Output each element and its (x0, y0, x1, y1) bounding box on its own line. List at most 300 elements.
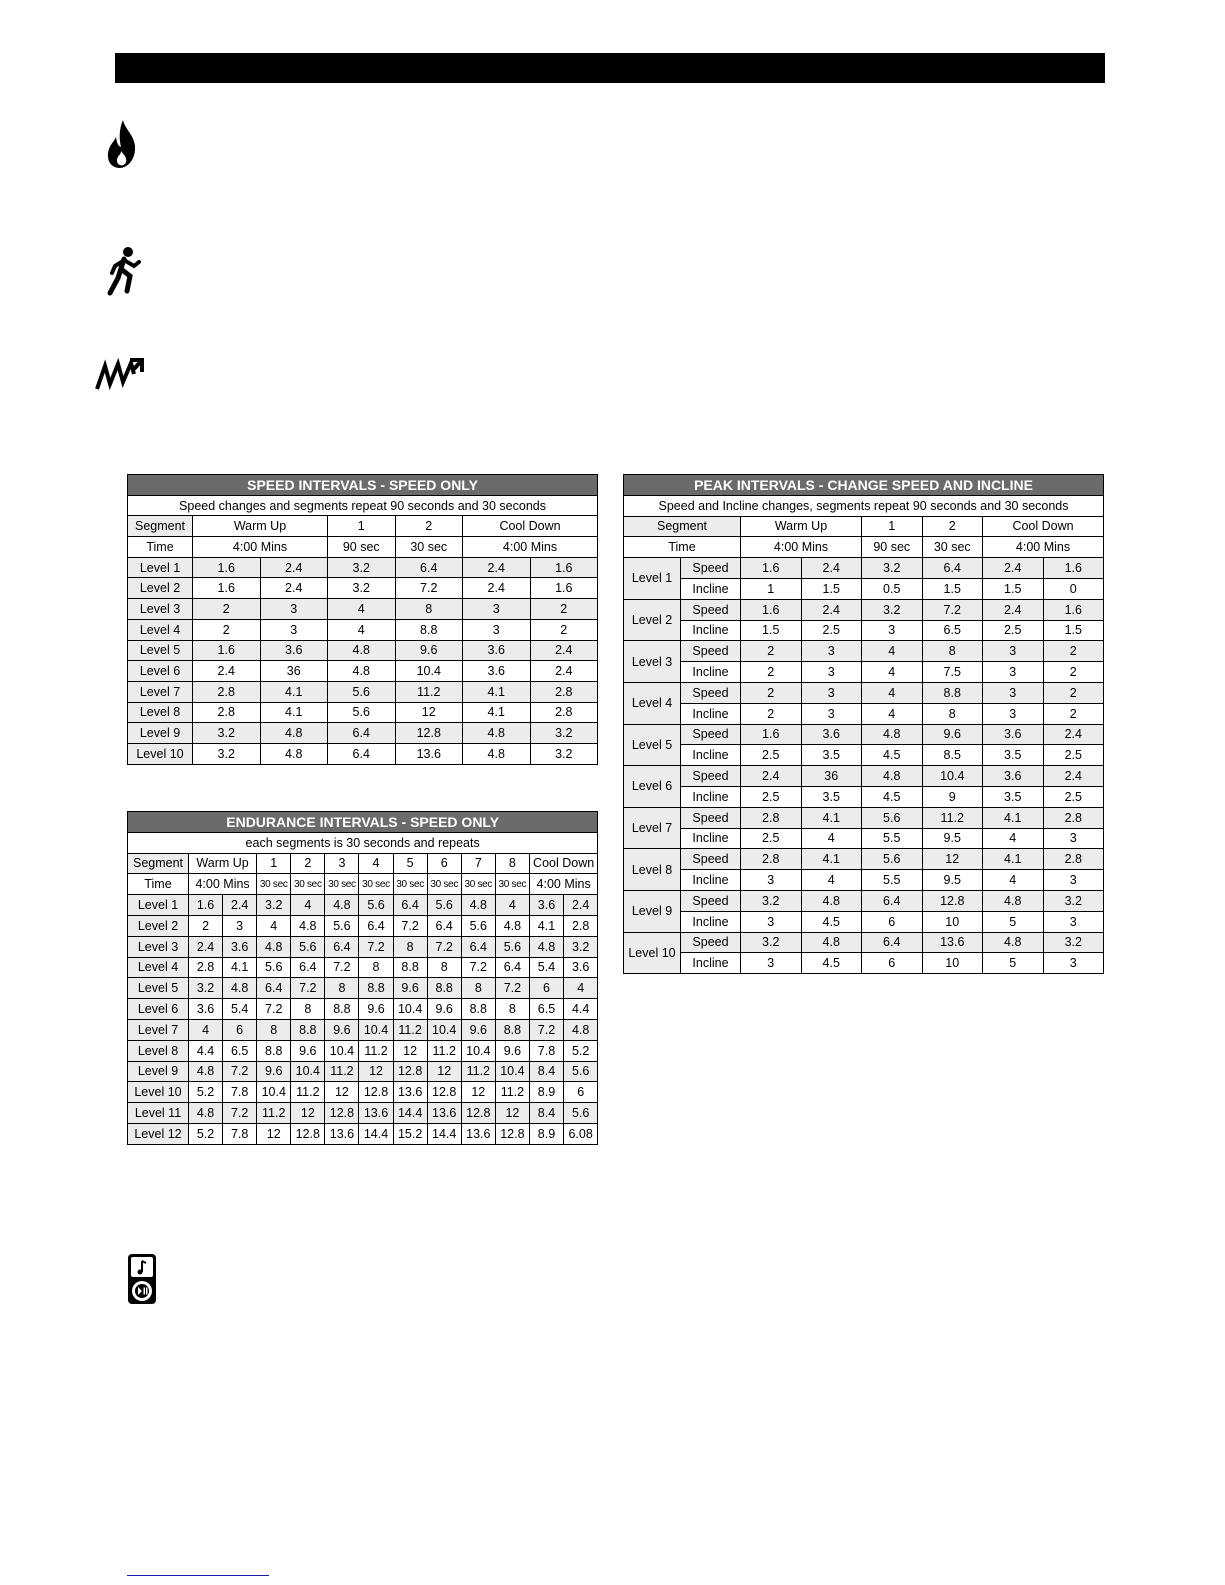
speed-value: 4.1 (260, 702, 328, 723)
incline-value: 0.5 (862, 578, 923, 599)
speed-value: 3.6 (983, 766, 1044, 787)
speed-value: 10.4 (257, 1082, 291, 1103)
subtitle-row (128, 832, 598, 853)
speed-value: 12.8 (922, 890, 983, 911)
incline-value: 3 (1043, 828, 1104, 849)
speed-value: 3.2 (564, 936, 598, 957)
speed-value: 13.6 (395, 743, 463, 764)
speed-value: 3.2 (862, 558, 923, 579)
speed-value: 5.6 (461, 915, 495, 936)
endurance-intervals-table (127, 811, 598, 1145)
level-incline-row (624, 828, 1104, 849)
level-incline-row (624, 911, 1104, 932)
speed-value: 5.2 (189, 1123, 223, 1144)
table-title: SPEED INTERVALS - SPEED ONLY (128, 475, 598, 496)
speed-value: 9.6 (325, 1019, 359, 1040)
speed-value: 1.6 (741, 558, 802, 579)
speed-value: 13.6 (461, 1123, 495, 1144)
speed-value: 3.2 (530, 743, 598, 764)
speed-value: 7.2 (223, 1061, 257, 1082)
speed-value: 3.2 (862, 599, 923, 620)
time-value: 30 sec (359, 874, 393, 895)
speed-value: 6.4 (922, 558, 983, 579)
speed-value: 10.4 (393, 999, 427, 1020)
speed-value: 10.4 (427, 1019, 461, 1040)
time-value: 4:00 Mins (463, 537, 598, 558)
speed-value: 8.8 (291, 1019, 325, 1040)
speed-value: 9.6 (257, 1061, 291, 1082)
speed-value: 1.6 (530, 578, 598, 599)
incline-value: 3.5 (983, 786, 1044, 807)
speed-value: 7.8 (223, 1082, 257, 1103)
incline-value: 3 (801, 703, 862, 724)
speed-value: 5.6 (291, 936, 325, 957)
level-label: Level 6 (128, 999, 189, 1020)
incline-value: 3 (741, 870, 802, 891)
speed-value: 5.6 (325, 915, 359, 936)
level-label: Level 8 (128, 702, 193, 723)
time-value: 30 sec (291, 874, 325, 895)
level-speed-row (624, 641, 1104, 662)
speed-value: 6.4 (257, 978, 291, 999)
time-value: 30 sec (325, 874, 359, 895)
speed-value: 4.8 (189, 1061, 223, 1082)
incline-value: 2.5 (983, 620, 1044, 641)
speed-value: 4.8 (495, 915, 529, 936)
speed-value: 12 (395, 702, 463, 723)
incline-value: 2 (741, 703, 802, 724)
speed-value: 8.8 (461, 999, 495, 1020)
speed-value: 12 (325, 1082, 359, 1103)
incline-value: 6.5 (922, 620, 983, 641)
incline-value: 7.5 (922, 662, 983, 683)
speed-value: 6.5 (223, 1040, 257, 1061)
speed-value: 2 (530, 599, 598, 620)
title-row (128, 812, 598, 833)
speed-value: 13.6 (393, 1082, 427, 1103)
time-value: 4:00 Mins (741, 537, 862, 558)
speed-value: 2.8 (189, 957, 223, 978)
time-value: 30 sec (393, 874, 427, 895)
speed-value: 3.2 (530, 723, 598, 744)
segment-header: 7 (461, 853, 495, 874)
speed-value: 9.6 (495, 1040, 529, 1061)
speed-label: Speed (681, 682, 741, 703)
incline-value: 4 (801, 828, 862, 849)
incline-value: 9 (922, 786, 983, 807)
speed-value: 9.6 (393, 978, 427, 999)
speed-value: 12.8 (359, 1082, 393, 1103)
speed-value: 5.4 (223, 999, 257, 1020)
incline-value: 4.5 (862, 786, 923, 807)
speed-value: 2.4 (193, 661, 261, 682)
incline-value: 2.5 (801, 620, 862, 641)
speed-value: 3.2 (328, 557, 396, 578)
speed-value: 3.6 (564, 957, 598, 978)
speed-value: 2.4 (1043, 724, 1104, 745)
incline-label: Incline (681, 662, 741, 683)
subtitle-row (128, 495, 598, 516)
incline-value: 1.5 (922, 578, 983, 599)
time-value: 4:00 Mins (189, 874, 257, 895)
time-value: 90 sec (862, 537, 923, 558)
incline-value: 3.5 (801, 745, 862, 766)
speed-value: 2.4 (463, 578, 531, 599)
speed-value: 6.4 (328, 743, 396, 764)
speed-value: 4 (189, 1019, 223, 1040)
speed-value: 2.8 (530, 702, 598, 723)
peak-intervals-table (623, 474, 1104, 974)
level-row (128, 895, 598, 916)
speed-value: 3.6 (223, 936, 257, 957)
incline-value: 3 (801, 662, 862, 683)
speed-value: 12 (427, 1061, 461, 1082)
speed-value: 1.6 (530, 557, 598, 578)
speed-value: 4.8 (463, 743, 531, 764)
speed-value: 12 (461, 1082, 495, 1103)
speed-value: 2.8 (193, 681, 261, 702)
speed-value: 12 (393, 1040, 427, 1061)
speed-value: 8.9 (529, 1082, 563, 1103)
speed-value: 4.8 (291, 915, 325, 936)
segment-label: Segment (128, 516, 193, 537)
speed-value: 5.6 (564, 1103, 598, 1124)
level-label: Level 7 (128, 1019, 189, 1040)
speed-value: 1.6 (193, 640, 261, 661)
speed-value: 7.2 (257, 999, 291, 1020)
speed-value: 4.8 (529, 936, 563, 957)
speed-label: Speed (681, 807, 741, 828)
speed-value: 4.8 (189, 1103, 223, 1124)
speed-value: 2.4 (530, 640, 598, 661)
speed-value: 2 (741, 682, 802, 703)
speed-value: 6.5 (529, 999, 563, 1020)
speed-value: 2.8 (193, 702, 261, 723)
incline-value: 2 (741, 662, 802, 683)
speed-value: 4.8 (260, 743, 328, 764)
speed-value: 2.8 (741, 807, 802, 828)
speed-value: 4 (564, 978, 598, 999)
level-incline-row (624, 745, 1104, 766)
speed-value: 2.8 (1043, 849, 1104, 870)
speed-value: 9.6 (427, 999, 461, 1020)
speed-value: 4 (328, 599, 396, 620)
time-value: 30 sec (395, 537, 463, 558)
incline-value: 1 (741, 578, 802, 599)
speed-value: 3.6 (189, 999, 223, 1020)
level-row (128, 661, 598, 682)
table-subtitle: Speed and Incline changes, segments repeat 90 seconds and 30 seconds (624, 495, 1104, 516)
speed-value: 7.2 (359, 936, 393, 957)
speed-value: 11.2 (427, 1040, 461, 1061)
speed-value: 3 (260, 599, 328, 620)
title-row (128, 475, 598, 496)
speed-value: 3.2 (1043, 932, 1104, 953)
speed-value: 12 (495, 1103, 529, 1124)
time-row (624, 537, 1104, 558)
incline-value: 10 (922, 953, 983, 974)
level-label: Level 1 (624, 558, 681, 600)
segment-row (624, 516, 1104, 537)
incline-value: 0 (1043, 578, 1104, 599)
speed-value: 5.6 (359, 895, 393, 916)
speed-value: 7.8 (223, 1123, 257, 1144)
level-incline-row (624, 703, 1104, 724)
incline-value: 6 (862, 953, 923, 974)
incline-value: 2 (1043, 703, 1104, 724)
speed-value: 5.6 (862, 849, 923, 870)
speed-value: 2 (193, 619, 261, 640)
speed-value: 2.4 (983, 599, 1044, 620)
speed-value: 3.6 (260, 640, 328, 661)
speed-value: 8.8 (393, 957, 427, 978)
speed-value: 1.6 (1043, 599, 1104, 620)
incline-value: 4 (983, 828, 1044, 849)
incline-value: 4.5 (862, 745, 923, 766)
speed-value: 2.4 (530, 661, 598, 682)
speed-value: 1.6 (1043, 558, 1104, 579)
level-speed-row (624, 599, 1104, 620)
speed-value: 8.4 (529, 1061, 563, 1082)
speed-value: 2.8 (564, 915, 598, 936)
level-row (128, 681, 598, 702)
time-value: 90 sec (328, 537, 396, 558)
level-label: Level 6 (624, 766, 681, 808)
speed-value: 4.1 (529, 915, 563, 936)
speed-value: 7.2 (529, 1019, 563, 1040)
level-label: Level 3 (624, 641, 681, 683)
level-row (128, 915, 598, 936)
speed-value: 13.6 (359, 1103, 393, 1124)
speed-value: 13.6 (922, 932, 983, 953)
speed-value: 8.8 (495, 1019, 529, 1040)
level-label: Level 5 (624, 724, 681, 766)
speed-value: 2.4 (564, 895, 598, 916)
level-speed-row (624, 849, 1104, 870)
level-row (128, 1103, 598, 1124)
incline-value: 8 (922, 703, 983, 724)
segment-header: 2 (291, 853, 325, 874)
time-label: Time (128, 874, 189, 895)
incline-value: 3 (1043, 953, 1104, 974)
speed-value: 8 (393, 936, 427, 957)
time-label: Time (624, 537, 741, 558)
subtitle-row (624, 495, 1104, 516)
incline-value: 5 (983, 911, 1044, 932)
speed-value: 2.4 (801, 558, 862, 579)
speed-value: 8 (495, 999, 529, 1020)
speed-value: 3 (463, 619, 531, 640)
speed-value: 5.6 (427, 895, 461, 916)
speed-value: 8.4 (529, 1103, 563, 1124)
level-label: Level 5 (128, 640, 193, 661)
incline-value: 9.5 (922, 828, 983, 849)
speed-value: 3.6 (983, 724, 1044, 745)
speed-value: 8 (257, 1019, 291, 1040)
level-incline-row (624, 953, 1104, 974)
incline-value: 8.5 (922, 745, 983, 766)
level-row (128, 743, 598, 764)
speed-label: Speed (681, 641, 741, 662)
speed-value: 7.2 (325, 957, 359, 978)
segment-header: Warm Up (189, 853, 257, 874)
incline-label: Incline (681, 578, 741, 599)
incline-label: Incline (681, 703, 741, 724)
speed-value: 5.6 (328, 681, 396, 702)
speed-value: 5.2 (189, 1082, 223, 1103)
incline-value: 3 (1043, 911, 1104, 932)
level-label: Level 9 (128, 1061, 189, 1082)
segment-header: 1 (257, 853, 291, 874)
level-speed-row (624, 932, 1104, 953)
level-label: Level 8 (624, 849, 681, 891)
speed-value: 3.6 (463, 640, 531, 661)
speed-value: 10.4 (325, 1040, 359, 1061)
speed-value: 4.8 (328, 661, 396, 682)
speed-value: 4.1 (463, 681, 531, 702)
speed-value: 4.8 (260, 723, 328, 744)
speed-value: 11.2 (257, 1103, 291, 1124)
level-row (128, 1040, 598, 1061)
segment-header: 6 (427, 853, 461, 874)
level-row (128, 936, 598, 957)
speed-value: 6.4 (328, 723, 396, 744)
speed-value: 6 (564, 1082, 598, 1103)
level-label: Level 4 (128, 619, 193, 640)
level-row (128, 723, 598, 744)
speed-value: 11.2 (325, 1061, 359, 1082)
incline-value: 5 (983, 953, 1044, 974)
time-row (128, 874, 598, 895)
incline-label: Incline (681, 786, 741, 807)
speed-value: 10.4 (359, 1019, 393, 1040)
speed-value: 11.2 (359, 1040, 393, 1061)
segment-header: Cool Down (983, 516, 1104, 537)
level-label: Level 5 (128, 978, 189, 999)
flame-icon (105, 118, 139, 170)
speed-value: 6 (223, 1019, 257, 1040)
speed-value: 4.1 (463, 702, 531, 723)
table-subtitle: each segments is 30 seconds and repeats (128, 832, 598, 853)
speed-value: 2.4 (983, 558, 1044, 579)
speed-value: 11.2 (291, 1082, 325, 1103)
level-row (128, 557, 598, 578)
speed-value: 4.8 (325, 895, 359, 916)
speed-value: 3.2 (193, 743, 261, 764)
speed-value: 4.1 (983, 807, 1044, 828)
speed-value: 9.6 (395, 640, 463, 661)
speed-value: 10.4 (495, 1061, 529, 1082)
speed-value: 3.2 (328, 578, 396, 599)
speed-label: Speed (681, 599, 741, 620)
speed-value: 3 (801, 641, 862, 662)
speed-value: 10.4 (461, 1040, 495, 1061)
level-label: Level 3 (128, 936, 189, 957)
speed-value: 13.6 (427, 1103, 461, 1124)
music-player-icon (127, 1253, 157, 1305)
speed-value: 2 (193, 599, 261, 620)
speed-value: 4 (328, 619, 396, 640)
header-bar (115, 53, 1105, 83)
segment-header: 3 (325, 853, 359, 874)
level-row (128, 1061, 598, 1082)
incline-value: 2.5 (741, 828, 802, 849)
speed-value: 8 (395, 599, 463, 620)
level-label: Level 9 (128, 723, 193, 744)
segment-header: Warm Up (193, 516, 328, 537)
speed-value: 8 (291, 999, 325, 1020)
level-row (128, 978, 598, 999)
level-label: Level 10 (128, 1082, 189, 1103)
segment-header: Cool Down (463, 516, 598, 537)
speed-value: 5.6 (564, 1061, 598, 1082)
speed-value: 9.6 (359, 999, 393, 1020)
level-label: Level 2 (128, 915, 189, 936)
speed-value: 11.2 (495, 1082, 529, 1103)
incline-value: 3.5 (983, 745, 1044, 766)
speed-value: 3.2 (1043, 890, 1104, 911)
speed-value: 2.4 (260, 578, 328, 599)
speed-value: 11.2 (461, 1061, 495, 1082)
time-value: 4:00 Mins (529, 874, 597, 895)
level-label: Level 7 (624, 807, 681, 849)
incline-label: Incline (681, 911, 741, 932)
speed-value: 4 (495, 895, 529, 916)
speed-value: 3.2 (193, 723, 261, 744)
speed-value: 1.6 (741, 724, 802, 745)
time-row (128, 537, 598, 558)
speed-value: 7.2 (495, 978, 529, 999)
level-row (128, 999, 598, 1020)
speed-value: 13.6 (325, 1123, 359, 1144)
speed-value: 3 (983, 641, 1044, 662)
incline-value: 1.5 (741, 620, 802, 641)
incline-value: 6 (862, 911, 923, 932)
speed-value: 9.6 (922, 724, 983, 745)
speed-value: 12.8 (393, 1061, 427, 1082)
incline-label: Incline (681, 745, 741, 766)
level-label: Level 1 (128, 557, 193, 578)
speed-value: 2.4 (223, 895, 257, 916)
speed-value: 1.6 (193, 557, 261, 578)
speed-value: 3.2 (741, 932, 802, 953)
speed-value: 3.2 (257, 895, 291, 916)
speed-value: 2.4 (463, 557, 531, 578)
speed-value: 7.2 (395, 578, 463, 599)
speed-value: 3 (983, 682, 1044, 703)
speed-value: 8.8 (427, 978, 461, 999)
speed-value: 2 (1043, 682, 1104, 703)
speed-value: 12.8 (461, 1103, 495, 1124)
speed-value: 5.6 (328, 702, 396, 723)
speed-value: 4.8 (461, 895, 495, 916)
speed-value: 5.6 (495, 936, 529, 957)
speed-value: 3.6 (463, 661, 531, 682)
level-label: Level 2 (624, 599, 681, 641)
speed-value: 6 (529, 978, 563, 999)
level-row (128, 1019, 598, 1040)
speed-value: 3.2 (741, 890, 802, 911)
incline-label: Incline (681, 828, 741, 849)
speed-value: 3 (260, 619, 328, 640)
level-row (128, 702, 598, 723)
footer-rule (127, 1575, 269, 1576)
speed-value: 12.8 (291, 1123, 325, 1144)
speed-value: 2.4 (1043, 766, 1104, 787)
speed-value: 12 (922, 849, 983, 870)
speed-value: 8.8 (325, 999, 359, 1020)
table-title: ENDURANCE INTERVALS - SPEED ONLY (128, 812, 598, 833)
